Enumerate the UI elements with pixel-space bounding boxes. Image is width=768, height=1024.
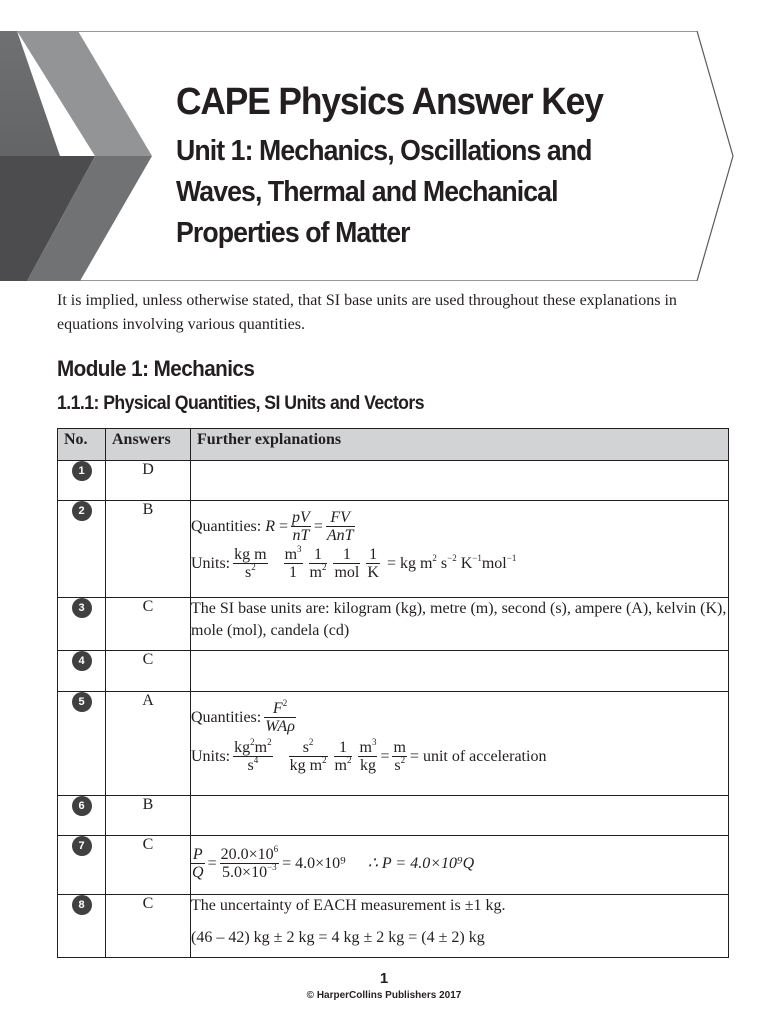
page-number: 1 [379, 970, 389, 987]
table-row [58, 692, 729, 796]
answer-cell: A [106, 692, 191, 796]
units-label: Units: [191, 747, 231, 765]
question-number-cell [58, 796, 106, 836]
units-label: Units: [191, 554, 231, 572]
therefore-statement: ∴ P = 4.0×10⁹Q [367, 854, 475, 872]
table-header-row [58, 429, 729, 461]
answer-cell: C [106, 895, 191, 958]
explanation-cell [191, 501, 729, 598]
explanation-cell: The SI base units are: kilogram (kg), metre (m), second (s), ampere (A), kelvin (K), mole (mol), candela (cd) [191, 598, 729, 651]
units-equation: Units: $\frac{\text{kg m}}{s^2}$ $\frac{m^3}{1}$ $\frac{1}{m^2}$ $\frac{1}{\text{mol}}$ $\frac{1}{K}$ = kg $m^2$ $s^{-2}$ $K^{-1}mol^{-1}$ [191, 544, 517, 581]
table-row [58, 796, 729, 836]
module-heading: Module 1: Mechanics [57, 356, 255, 381]
column-header-explanations: Further explanations [191, 429, 729, 461]
answer-cell: C [106, 836, 191, 895]
question-number-badge: 4 [72, 651, 92, 671]
question-number-badge: 1 [72, 461, 92, 481]
question-number-cell [58, 895, 106, 958]
units-result: = unit of acceleration [409, 747, 547, 765]
section-heading: 1.1.1: Physical Quantities, SI Units and Vectors [57, 393, 425, 414]
question-number-cell [58, 598, 106, 651]
intro-paragraph: It is implied, unless otherwise stated, that SI base units are used throughout these explanations in equations involving various quantities. [57, 292, 677, 333]
table-row [58, 895, 729, 958]
question-number-cell [58, 501, 106, 598]
quantities-equation: Quantities: R = $\frac{pV}{nT}$ = $\frac{FV}{\text{AnT}}$ [191, 509, 354, 544]
answer-cell: C [106, 598, 191, 651]
question-number-cell [58, 836, 106, 895]
question-number-badge: 7 [72, 836, 92, 856]
answer-table [57, 428, 729, 958]
uncertainty-line-1: The uncertainty of EACH measurement is ±1 kg. [191, 897, 506, 914]
explanation-cell [191, 895, 729, 958]
question-number-cell [58, 651, 106, 692]
units-equation: Units: $\frac{kg^2m^2}{s^4}$ $\frac{s^2}{kg m^2}$ $\frac{1}{m^2}$ $\frac{m^3}{kg}$ = $\frac{m}{s^2}$ = unit of acceleration [191, 737, 547, 774]
title-banner [0, 31, 736, 281]
table-row [58, 501, 729, 598]
answer-cell: B [106, 796, 191, 836]
explanation-cell [191, 651, 729, 692]
explanation-cell [191, 692, 729, 796]
document-subtitle: Unit 1: Mechanics, Oscillations and Waves, Thermal and Mechanical Properties of Matter [176, 135, 592, 249]
table-row [58, 651, 729, 692]
question-number-badge: 3 [72, 598, 92, 618]
question-number-badge: 5 [72, 692, 92, 712]
quantities-label: Quantities: [191, 708, 262, 726]
table-row [58, 461, 729, 501]
document-title: CAPE Physics Answer Key [176, 81, 603, 123]
ratio-result: = 4.0×10⁹ [282, 854, 346, 872]
column-header-answers: Answers [106, 429, 191, 461]
copyright-notice: © HarperCollins Publishers 2017 [306, 990, 462, 1001]
explanation-cell [191, 836, 729, 895]
explanation-cell [191, 796, 729, 836]
question-number-badge: 8 [72, 895, 92, 915]
explanation-cell [191, 461, 729, 501]
answer-cell: C [106, 651, 191, 692]
uncertainty-line-2: (46 – 42) kg ± 2 kg = 4 kg ± 2 kg = (4 ± 2) kg [191, 929, 485, 946]
question-number-cell [58, 461, 106, 501]
answer-cell: B [106, 501, 191, 598]
quantities-equation: Quantities: $\frac{F^2}{\text{WAρ}}$ [191, 698, 295, 735]
quantities-label: Quantities: [191, 517, 262, 535]
table-row [58, 836, 729, 895]
answer-cell: D [106, 461, 191, 501]
ratio-equation: $\frac{P}{Q}$ = $\frac{20.0\times 10^6}{5.0\times 10^{-3}}$ = 4.0×10⁹ ∴ P = 4.0×10⁹Q [192, 844, 475, 881]
question-number-cell [58, 692, 106, 796]
question-number-badge: 6 [72, 796, 92, 816]
column-header-no: No. [58, 429, 106, 461]
table-row [58, 598, 729, 651]
question-number-badge: 2 [72, 501, 92, 521]
